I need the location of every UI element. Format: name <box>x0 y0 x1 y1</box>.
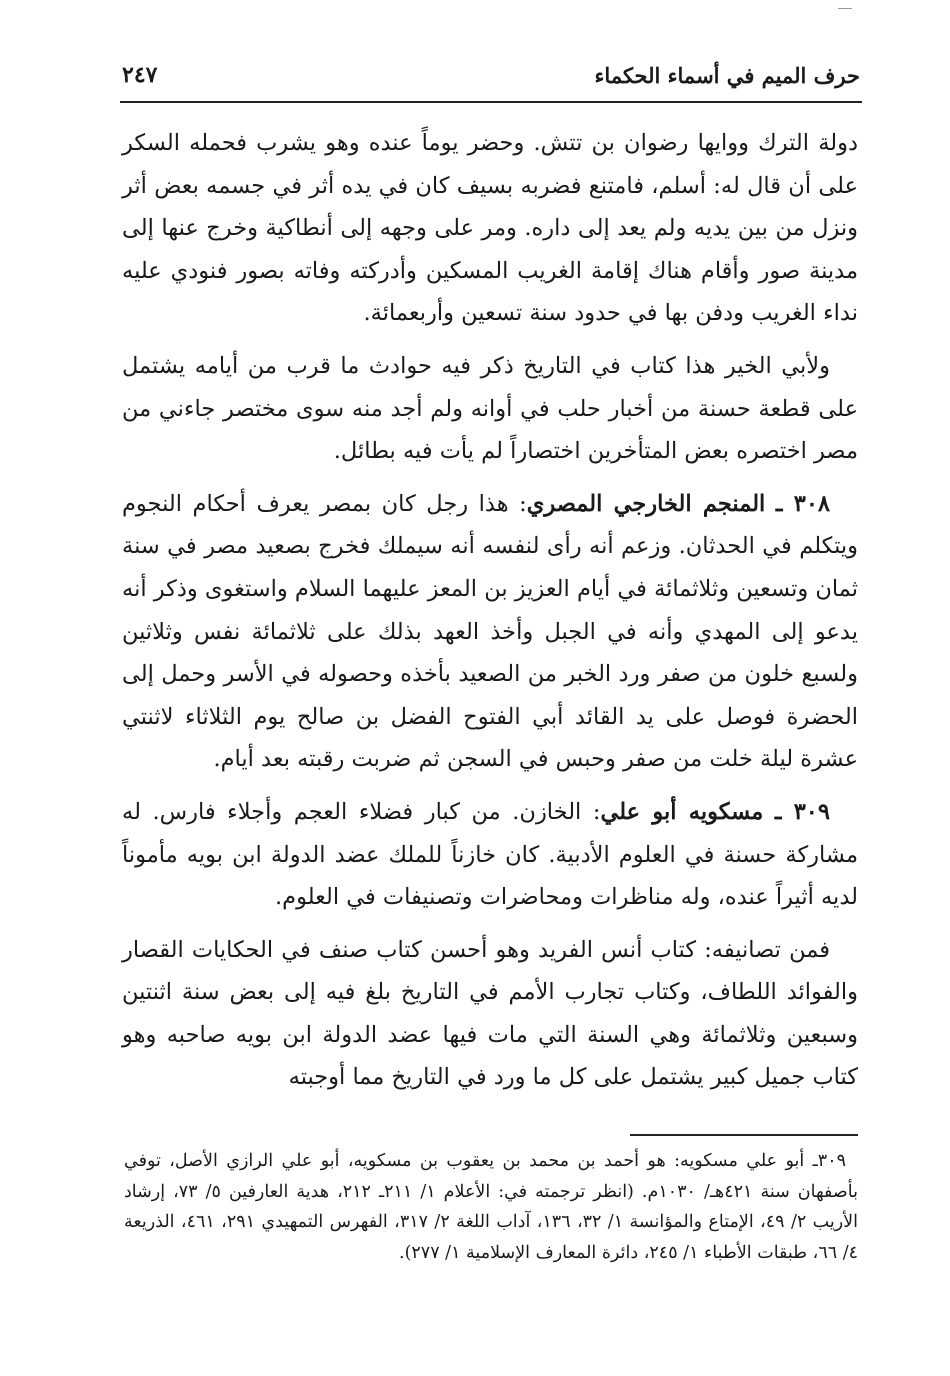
entry-number: ٣٠٨ ـ <box>775 490 830 517</box>
page-number: ٢٤٧ <box>122 62 158 88</box>
entry-text: : الخازن. من كبار فضلاء العجم وأجلاء فارس. له مشاركة حسنة في العلوم الأدبية. كان خازناً للملك عضد الدولة ابن بويه مأموناً لديه أثيراً عنده، وله مناظرات ومحاضرات وتصنيفات في العلوم. <box>122 798 858 911</box>
entry-number: ٣٠٩ ـ <box>774 798 830 825</box>
entry-heading: مسكويه أبو علي <box>600 798 764 825</box>
paragraph: فمن تصانيفه: كتاب أنس الفريد وهو أحسن كتاب صنف في الحكايات القصار والفوائد اللطاف، وكتاب تجارب الأمم في التاريخ بلغ فيه إلى بعض سنة اثنتين وسبعين وثلاثمائة وهي السنة التي مات فيها عضد الدولة ابن بويه صاحبه وهو كتاب جميل كبير يشتمل على كل ما ورد في التاريخ مما أوجبته <box>122 936 858 1091</box>
running-header <box>122 58 860 92</box>
entry-text: : هذا رجل كان بمصر يعرف أحكام النجوم ويتكلم في الحدثان. وزعم أنه رأى لنفسه أنه سيملك فخرج بصعيد مصر في سنة ثمان وتسعين وثلاثمائة في أيام العزيز بن المعز عليهما السلام واستغوى وذكر أنه يدعو إلى المهدي وأنه في الجبل وأخذ العهد بذلك على ثلاثمائة نفس وثلاثين ولسبع خلون من صفر ورد الخبر من الصعيد بأخذه وحصوله في الأسر وحمل إلى الحضرة فوصل على يد القائد أبي الفتوح الفضل بن صالح يوم الثلاثاء لاثنتي عشرة ليلة خلت من صفر وحبس في السجن ثم ضربت رقبته بعد أيام. <box>122 490 858 773</box>
entry-309 <box>122 791 858 919</box>
footnote-309: ٣٠٩ـ أبو علي مسكويه: هو أحمد بن محمد بن يعقوب بن مسكويه، أبو علي الرازي الأصل، توفي بأصفهان سنة ٤٢١هـ/ ١٠٣٠م. (انظر ترجمته في: الأعلام ١/ ٢١١ـ ٢١٢، هدية العارفين ٥/ ٧٣، إرشاد الأريب ٢/ ٤٩، الإمتاع والمؤانسة ١/ ٣٢، ١٣٦، آداب اللغة ٢/ ٣١٧، الفهرس التمهيدي ٢٩١، ٤٦١، الذريعة ٤/ ٦٦، طبقات الأطباء ١/ ٢٤٥، دائرة المعارف الإسلامية ١/ ٢٧٧). <box>124 1151 858 1263</box>
scan-mark <box>838 8 852 9</box>
header-title: حرف الميم في أسماء الحكماء <box>594 62 860 88</box>
entry-heading: المنجم الخارجي المصري <box>526 490 766 517</box>
paragraph: ولأبي الخير هذا كتاب في التاريخ ذكر فيه حوادث ما قرب من أيامه يشتمل على قطعة حسنة من أخبار حلب في أوانه ولم أجد منه سوى مختصر جاءني من مصر اختصره بعض المتأخرين اختصاراً لم يأت فيه بطائل. <box>122 352 858 465</box>
entry-308 <box>122 483 858 781</box>
main-text <box>122 122 858 1109</box>
footnote-divider <box>630 1134 858 1136</box>
header-divider <box>120 101 862 103</box>
paragraph: دولة الترك ووايها رضوان بن تتش. وحضر يوماً عنده وهو يشرب فحمله السكر على أن قال له: أسلم، فامتنع فضربه بسيف كان في يده أثر في جسمه بعض أثر ونزل من بين يديه ولم يعد إلى داره. ومر على وجهه إلى أنطاكية وخرج عنها إلى مدينة صور وأقام هناك إقامة الغريب المسكين وأدركته وفاته بصور فنودي عليه نداء الغريب ودفن بها في حدود سنة تسعين وأربعمائة. <box>122 130 858 327</box>
footnotes <box>124 1146 858 1268</box>
